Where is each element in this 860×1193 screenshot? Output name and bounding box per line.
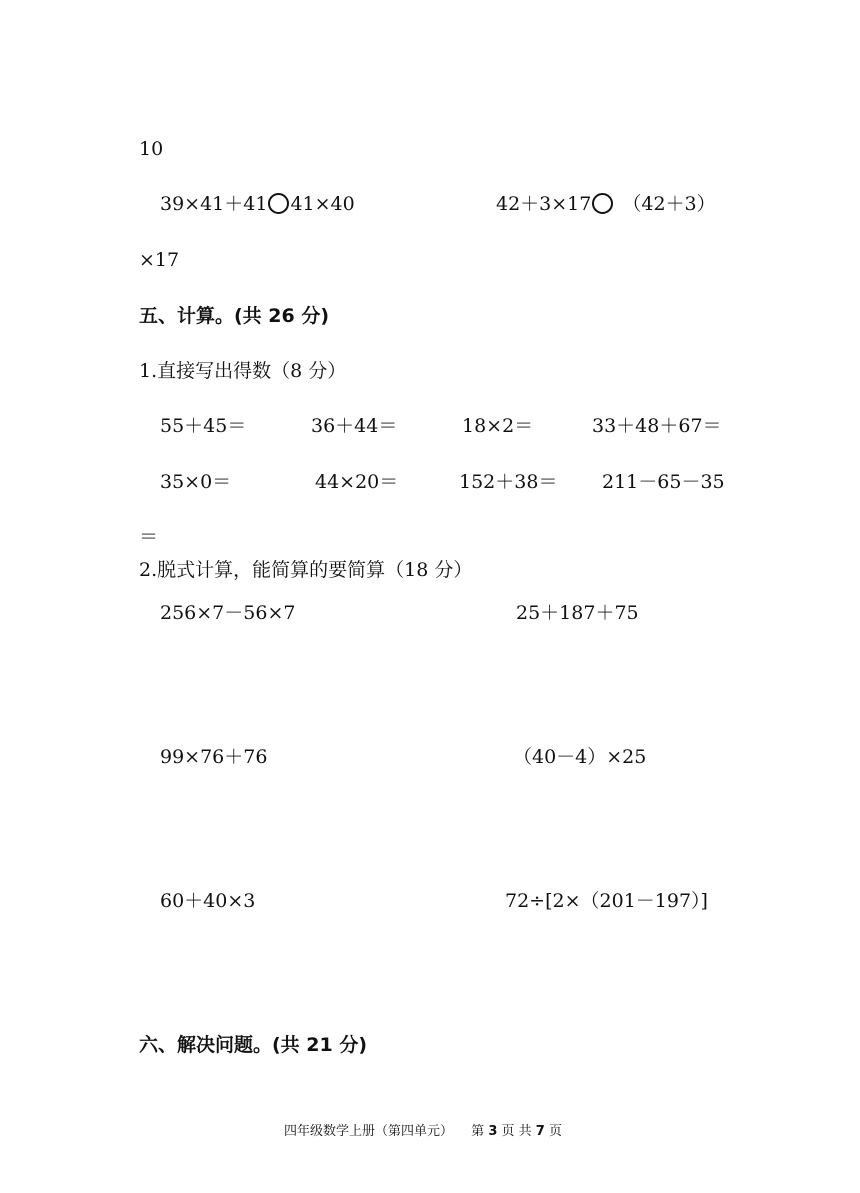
oral-calc-item: 33＋48＋67＝ [592, 415, 722, 437]
step-calc-item: 60＋40×3 [160, 890, 256, 912]
footer-page-number: 3 [488, 1124, 498, 1139]
question-2-title: 2.脱式计算，能简算的要简算（18 分） [139, 559, 473, 581]
footer-page-suffix: 页 [548, 1124, 562, 1139]
footer-page-total: 7 [535, 1124, 545, 1139]
footer-book-title: 四年级数学上册（第四单元） [284, 1124, 454, 1139]
step-calc-item: 72÷[2×（201－197）] [505, 890, 708, 912]
step-calc-item: （40－4）×25 [513, 746, 647, 768]
oral-calc-item: 35×0＝ [160, 471, 232, 493]
section-6-title: 六、解决问题。(共 21 分) [139, 1034, 368, 1056]
previous-question-tail: 10 [139, 138, 164, 160]
section-5-title: 五、计算。(共 26 分) [139, 305, 330, 327]
question-1-title: 1.直接写出得数（8 分） [139, 360, 347, 382]
oral-calc-item: 36＋44＝ [311, 415, 398, 437]
comparison-left [160, 192, 355, 216]
oral-calc-item: 55＋45＝ [160, 415, 247, 437]
oral-calc-item: 44×20＝ [315, 471, 399, 493]
oral-calc-item: 211－65－35 [602, 471, 725, 493]
comparison-circle-blank[interactable] [592, 193, 613, 214]
comparison-right-value: （42＋3） [622, 193, 716, 215]
comparison-left-value: 41×40 [290, 193, 355, 215]
page-footer [284, 1124, 562, 1140]
step-calc-item: 25＋187＋75 [516, 602, 639, 624]
comparison-right-expression: 42＋3×17 [496, 193, 592, 215]
footer-page-prefix: 第 [471, 1124, 485, 1139]
oral-calc-item: 152＋38＝ [459, 471, 558, 493]
comparison-left-expression: 39×41＋41 [160, 193, 268, 215]
comparison-right [496, 192, 716, 216]
step-calc-item: 256×7－56×7 [160, 602, 296, 624]
oral-calc-wrap: ＝ [139, 526, 159, 548]
footer-page-mid: 页 共 [501, 1124, 532, 1139]
comparison-right-wrap: ×17 [139, 249, 180, 271]
step-calc-item: 99×76＋76 [160, 746, 268, 768]
comparison-circle-blank[interactable] [268, 193, 289, 214]
oral-calc-item: 18×2＝ [462, 415, 534, 437]
